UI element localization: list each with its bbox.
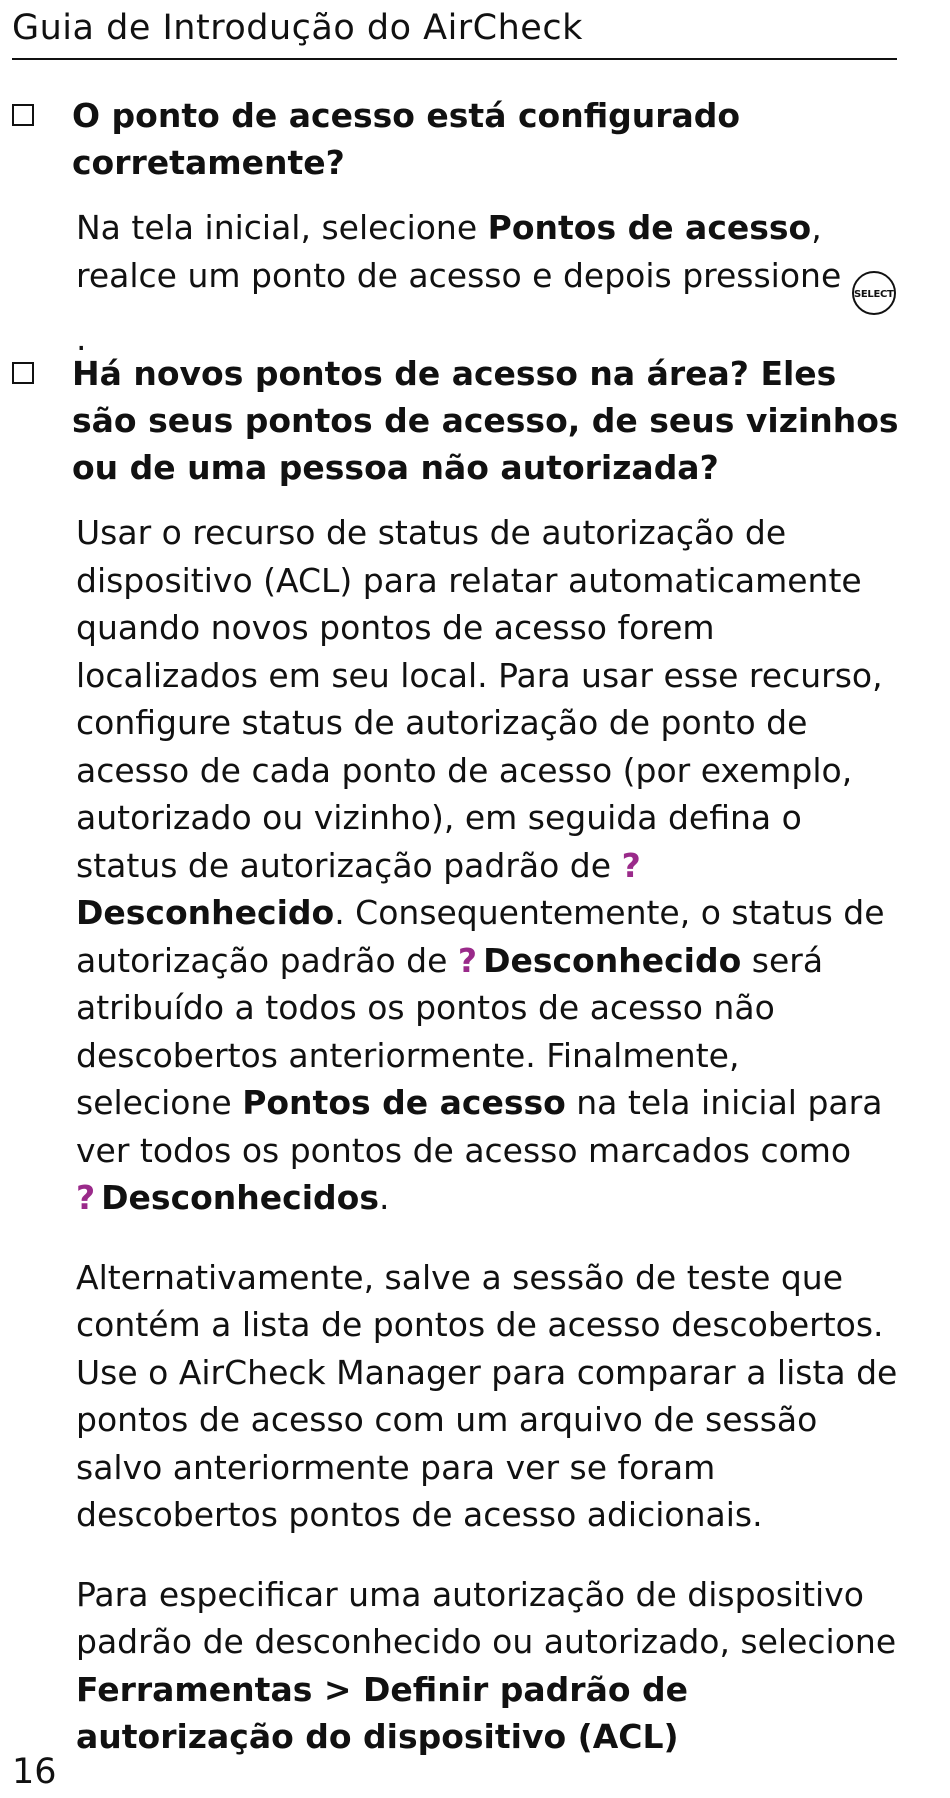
- checklist-question: [12, 350, 902, 491]
- unknown-status-icon: ?: [621, 845, 641, 885]
- unknown-status-icon: ?: [76, 1178, 96, 1217]
- page-header-title: Guia de Introdução do AirCheck: [12, 4, 897, 60]
- section-new-access-points: [12, 350, 902, 1761]
- text-run: Para especificar uma autorização de dispositivo padrão de desconhecido ou autorizado, selecione: [76, 1574, 897, 1661]
- checkbox-icon: [12, 104, 34, 126]
- question-text: O ponto de acesso está configurado corretamente?: [72, 96, 741, 182]
- text-run: será atribuído a todos os pontos de acesso não descobertos anteriormente. Finalmente, selecione: [76, 940, 824, 1122]
- section-access-point-config: [12, 92, 902, 362]
- checklist-question: [12, 92, 902, 186]
- text-run: .: [76, 318, 87, 358]
- page-number: 16: [12, 1752, 57, 1792]
- answer-paragraph-tools: [76, 1571, 902, 1761]
- answer-paragraph: [76, 509, 902, 1222]
- unknown-status-icon: ?: [457, 940, 478, 980]
- menu-path: Ferramentas > Definir padrão de autorização do dispositivo (ACL): [76, 1669, 688, 1756]
- text-run: Usar o recurso de status de autorização de dispositivo (ACL) para relatar automaticamente quando novos pontos de acesso forem localizados em seu local. Para usar esse recurso, configure status de autorização de ponto de acesso de cada ponto de acesso (por exemplo, autorizado ou vizinho), em seguida defina o status de autorização padrão de: [76, 513, 883, 885]
- select-button-icon: SELECT: [852, 271, 896, 315]
- checkbox-icon: [12, 362, 34, 384]
- bold-term: Pontos de acesso: [242, 1083, 566, 1122]
- text-run: Na tela inicial, selecione: [76, 208, 488, 247]
- text-run: na tela inicial para ver todos os pontos de acesso marcados como: [76, 1083, 883, 1170]
- answer-paragraph: [76, 204, 902, 362]
- answer-paragraph-alternative: Alternativamente, salve a sessão de teste que contém a lista de pontos de acesso descobertos. Use o AirCheck Manager para comparar a lista de pontos de acesso com um arquivo de sessão salvo anteriormente para ver se foram descobertos pontos de acesso adicionais.: [76, 1257, 898, 1534]
- bold-term: Desconhecido: [483, 940, 742, 980]
- bold-term: Desconhecidos: [101, 1178, 379, 1217]
- bold-term: Pontos de acesso: [487, 208, 812, 247]
- bold-term: Desconhecido: [76, 893, 335, 932]
- text-run: . Consequentemente, o status de autorização padrão de: [76, 893, 885, 980]
- question-text: Há novos pontos de acesso na área? Eles são seus pontos de acesso, de seus vizinhos ou de uma pessoa não autorizada?: [72, 354, 899, 487]
- text-run: , realce um ponto de acesso e depois pressione: [76, 208, 852, 295]
- text-run: .: [378, 1178, 390, 1217]
